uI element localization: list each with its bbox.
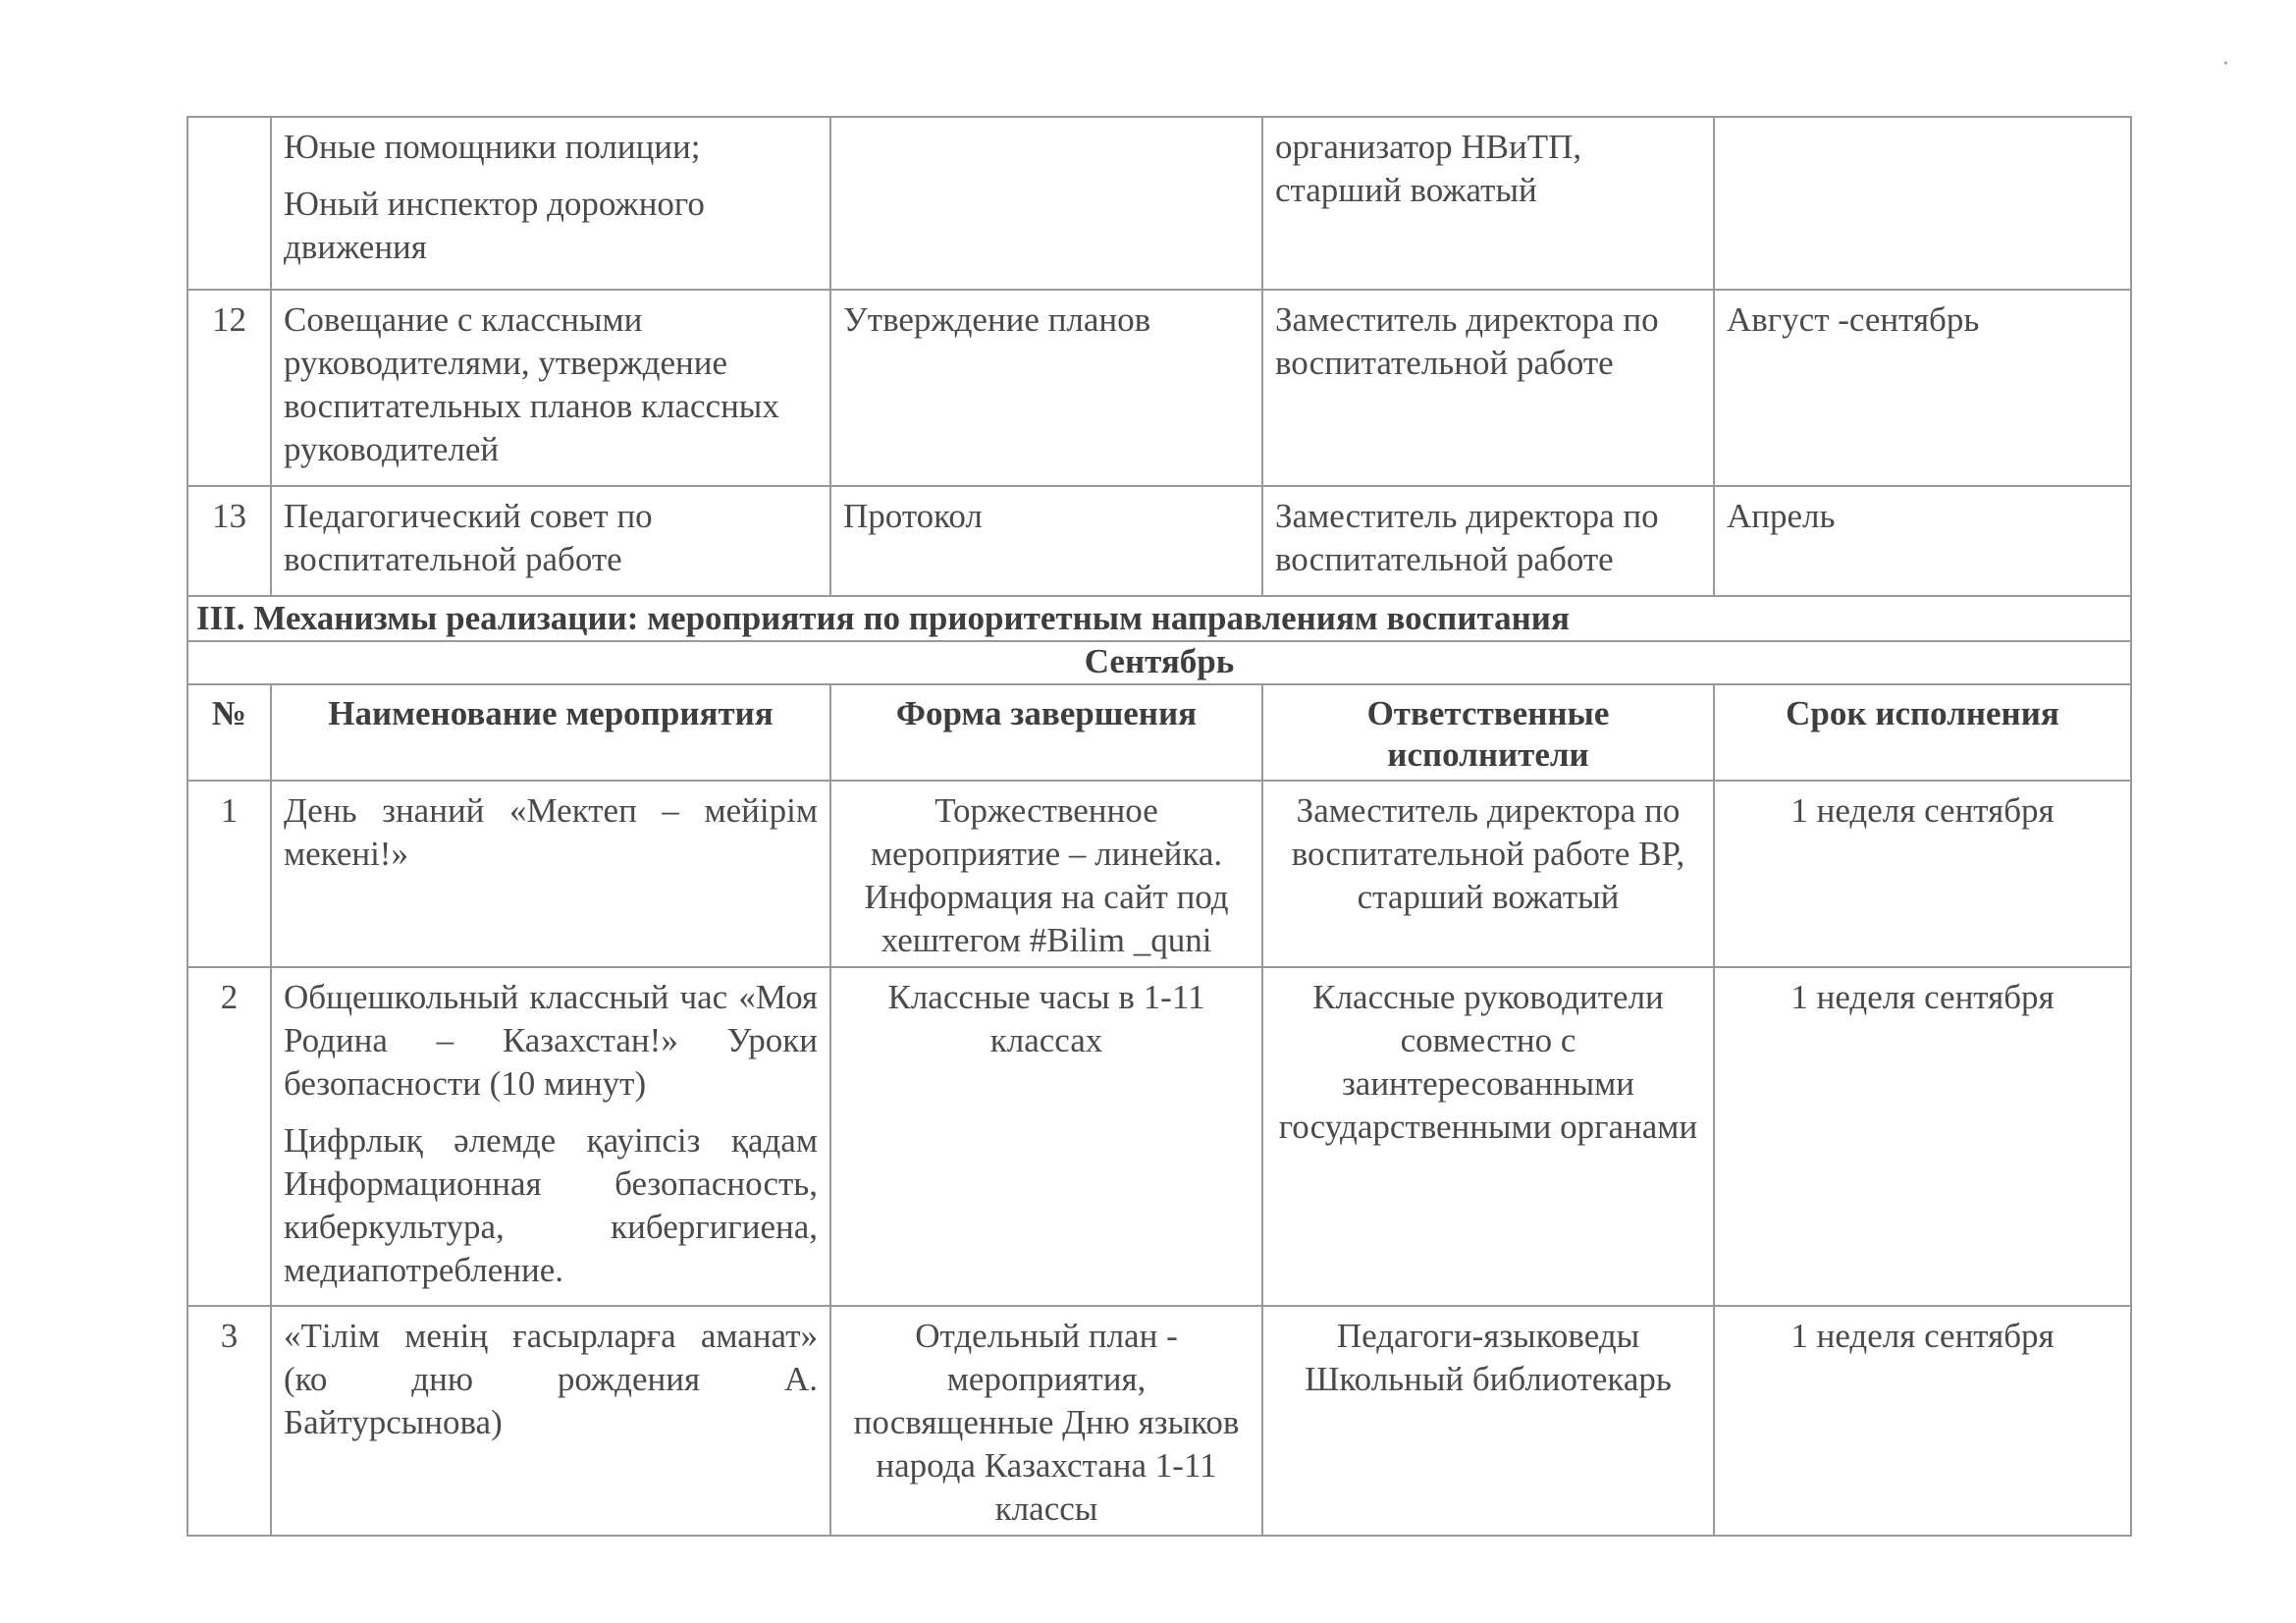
table-row [187, 781, 2131, 967]
row-number: 3 [187, 1306, 271, 1536]
responsible: организатор НВиТП, старший вожатый [1262, 117, 1714, 290]
row-number: 12 [187, 290, 271, 486]
completion-form: Торжественное мероприятие – линейка. Информация на сайт под хештегом #Bilim _quni [830, 781, 1262, 967]
header-responsible: Ответственные исполнители [1262, 684, 1714, 781]
section-title: III. Механизмы реализации: мероприятия по приоритетным направлениям воспитания [187, 596, 2131, 641]
table-row [187, 486, 2131, 596]
header-deadline: Срок исполнения [1714, 684, 2131, 781]
event-name [271, 1306, 830, 1536]
section-title-row [187, 596, 2131, 641]
deadline: 1 неделя сентября [1714, 781, 2131, 967]
event-name [271, 781, 830, 967]
event-name [271, 967, 830, 1306]
event-name-line: Цифрлық әлемде қауіпсіз қадам Информационная безопасность, киберкультура, кибергигиена, медиапотребление. [284, 1121, 818, 1289]
responsible: Педагоги-языковеды Школьный библиотекарь [1262, 1306, 1714, 1536]
responsible: Заместитель директора по воспитательной работе ВР, старший вожатый [1262, 781, 1714, 967]
row-number [187, 117, 271, 290]
deadline [1714, 117, 2131, 290]
deadline: Август -сентябрь [1714, 290, 2131, 486]
month-row [187, 641, 2131, 684]
deadline: 1 неделя сентября [1714, 967, 2131, 1306]
event-name-line: Совещание с классными руководителями, утверждение воспитательных планов классных руководителей [284, 300, 779, 468]
header-form: Форма завершения [830, 684, 1262, 781]
education-plan-table [187, 116, 2132, 1537]
deadline: 1 неделя сентября [1714, 1306, 2131, 1536]
table-row [187, 1306, 2131, 1536]
header-row [187, 684, 2131, 781]
event-name-line: Юные помощники полиции; [284, 128, 701, 166]
table-row [187, 117, 2131, 290]
responsible: Заместитель директора по воспитательной работе [1262, 290, 1714, 486]
table-row [187, 290, 2131, 486]
responsible: Классные руководители совместно с заинтересованными государственными органами [1262, 967, 1714, 1306]
event-name-line: Общешкольный классный час «Моя Родина – Казахстан!» Уроки безопасности (10 минут) [284, 978, 818, 1103]
header-name: Наименование мероприятия [271, 684, 830, 781]
month-title: Сентябрь [187, 641, 2131, 684]
scan-speck: • [2223, 57, 2228, 72]
completion-form: Отдельный план - мероприятия, посвященные Дню языков народа Казахстана 1-11 классы [830, 1306, 1262, 1536]
event-name [271, 290, 830, 486]
table-row [187, 967, 2131, 1306]
row-number: 2 [187, 967, 271, 1306]
event-name-line: День знаний «Мектеп – мейірім мекені!» [284, 791, 818, 873]
header-num: № [187, 684, 271, 781]
event-name [271, 117, 830, 290]
completion-form: Протокол [830, 486, 1262, 596]
row-number: 1 [187, 781, 271, 967]
completion-form: Утверждение планов [830, 290, 1262, 486]
completion-form: Классные часы в 1-11 классах [830, 967, 1262, 1306]
event-name-line: «Тілім менің ғасырларға аманат» (ко дню рождения А. Байтурсынова) [284, 1317, 818, 1441]
row-number: 13 [187, 486, 271, 596]
event-name-line: Юный инспектор дорожного движения [284, 185, 705, 266]
event-name-line: Педагогический совет по воспитательной работе [284, 497, 653, 578]
event-name [271, 486, 830, 596]
responsible: Заместитель директора по воспитательной работе [1262, 486, 1714, 596]
deadline: Апрель [1714, 486, 2131, 596]
completion-form [830, 117, 1262, 290]
